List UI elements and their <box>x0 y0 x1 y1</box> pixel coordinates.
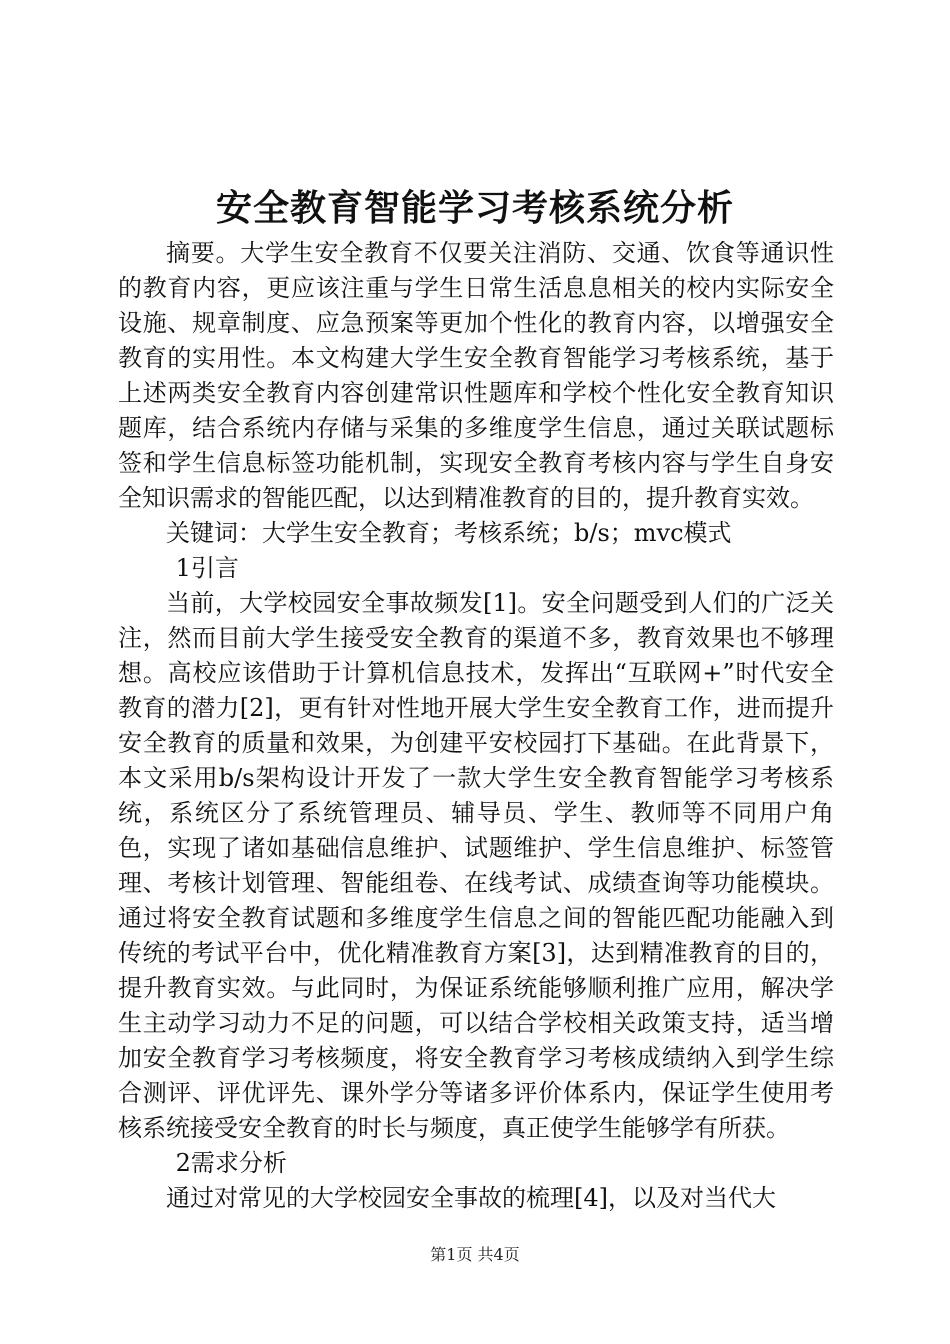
introduction-paragraph: 当前，大学校园安全事故频发[1]。安全问题受到人们的广泛关注，然而目前大学生接受安全教育的渠道不多，教育效果也不够理想。高校应该借助于计算机信息技术，发挥出“互联网+”时代安全教育的潜力[2]，更有针对性地开展大学生安全教育工作，进而提升安全教育的质量和效果，为创建平安校园打下基础。在此背景下，本文采用b/s架构设计开发了一款大学生安全教育智能学习考核系统，系统区分了系统管理员、辅导员、学生、教师等不同用户角色，实现了诸如基础信息维护、试题维护、学生信息维护、标签管理、考核计划管理、智能组卷、在线考试、成绩查询等功能模块。通过将安全教育试题和多维度学生信息之间的智能匹配功能融入到传统的考试平台中，优化精准教育方案[3]，达到精准教育的目的，提升教育实效。与此同时，为保证系统能够顺利推广应用，解决学生主动学习动力不足的问题，可以结合学校相关政策支持，适当增加安全教育学习考核频度，将安全教育学习考核成绩纳入到学生综合测评、评优评先、课外学分等诸多评价体系内，保证学生使用考核系统接受安全教育的时长与频度，真正使学生能够学有所获。 <box>118 589 834 1142</box>
document-body <box>118 236 834 1216</box>
section-heading-introduction: 1引言 <box>175 554 239 582</box>
page-number-footer: 第1页 共4页 <box>430 1245 520 1264</box>
requirements-paragraph: 通过对常见的大学校园安全事故的梳理[4]，以及对当代大 <box>166 1184 776 1212</box>
section-heading-requirements: 2需求分析 <box>175 1149 287 1177</box>
document-title: 安全教育智能学习考核系统分析 <box>215 188 734 229</box>
keywords-paragraph: 关键词：大学生安全教育；考核系统；b/s；mvc模式 <box>166 519 732 547</box>
abstract-paragraph: 摘要。大学生安全教育不仅要关注消防、交通、饮食等通识性的教育内容，更应该注重与学生日常生活息息相关的校内实际安全设施、规章制度、应急预案等更加个性化的教育内容，以增强安全教育的实用性。本文构建大学生安全教育智能学习考核系统，基于上述两类安全教育内容创建常识性题库和学校个性化安全教育知识题库，结合系统内存储与采集的多维度学生信息，通过关联试题标签和学生信息标签功能机制，实现安全教育考核内容与学生自身安全知识需求的智能匹配，以达到精准教育的目的，提升教育实效。 <box>118 239 834 512</box>
